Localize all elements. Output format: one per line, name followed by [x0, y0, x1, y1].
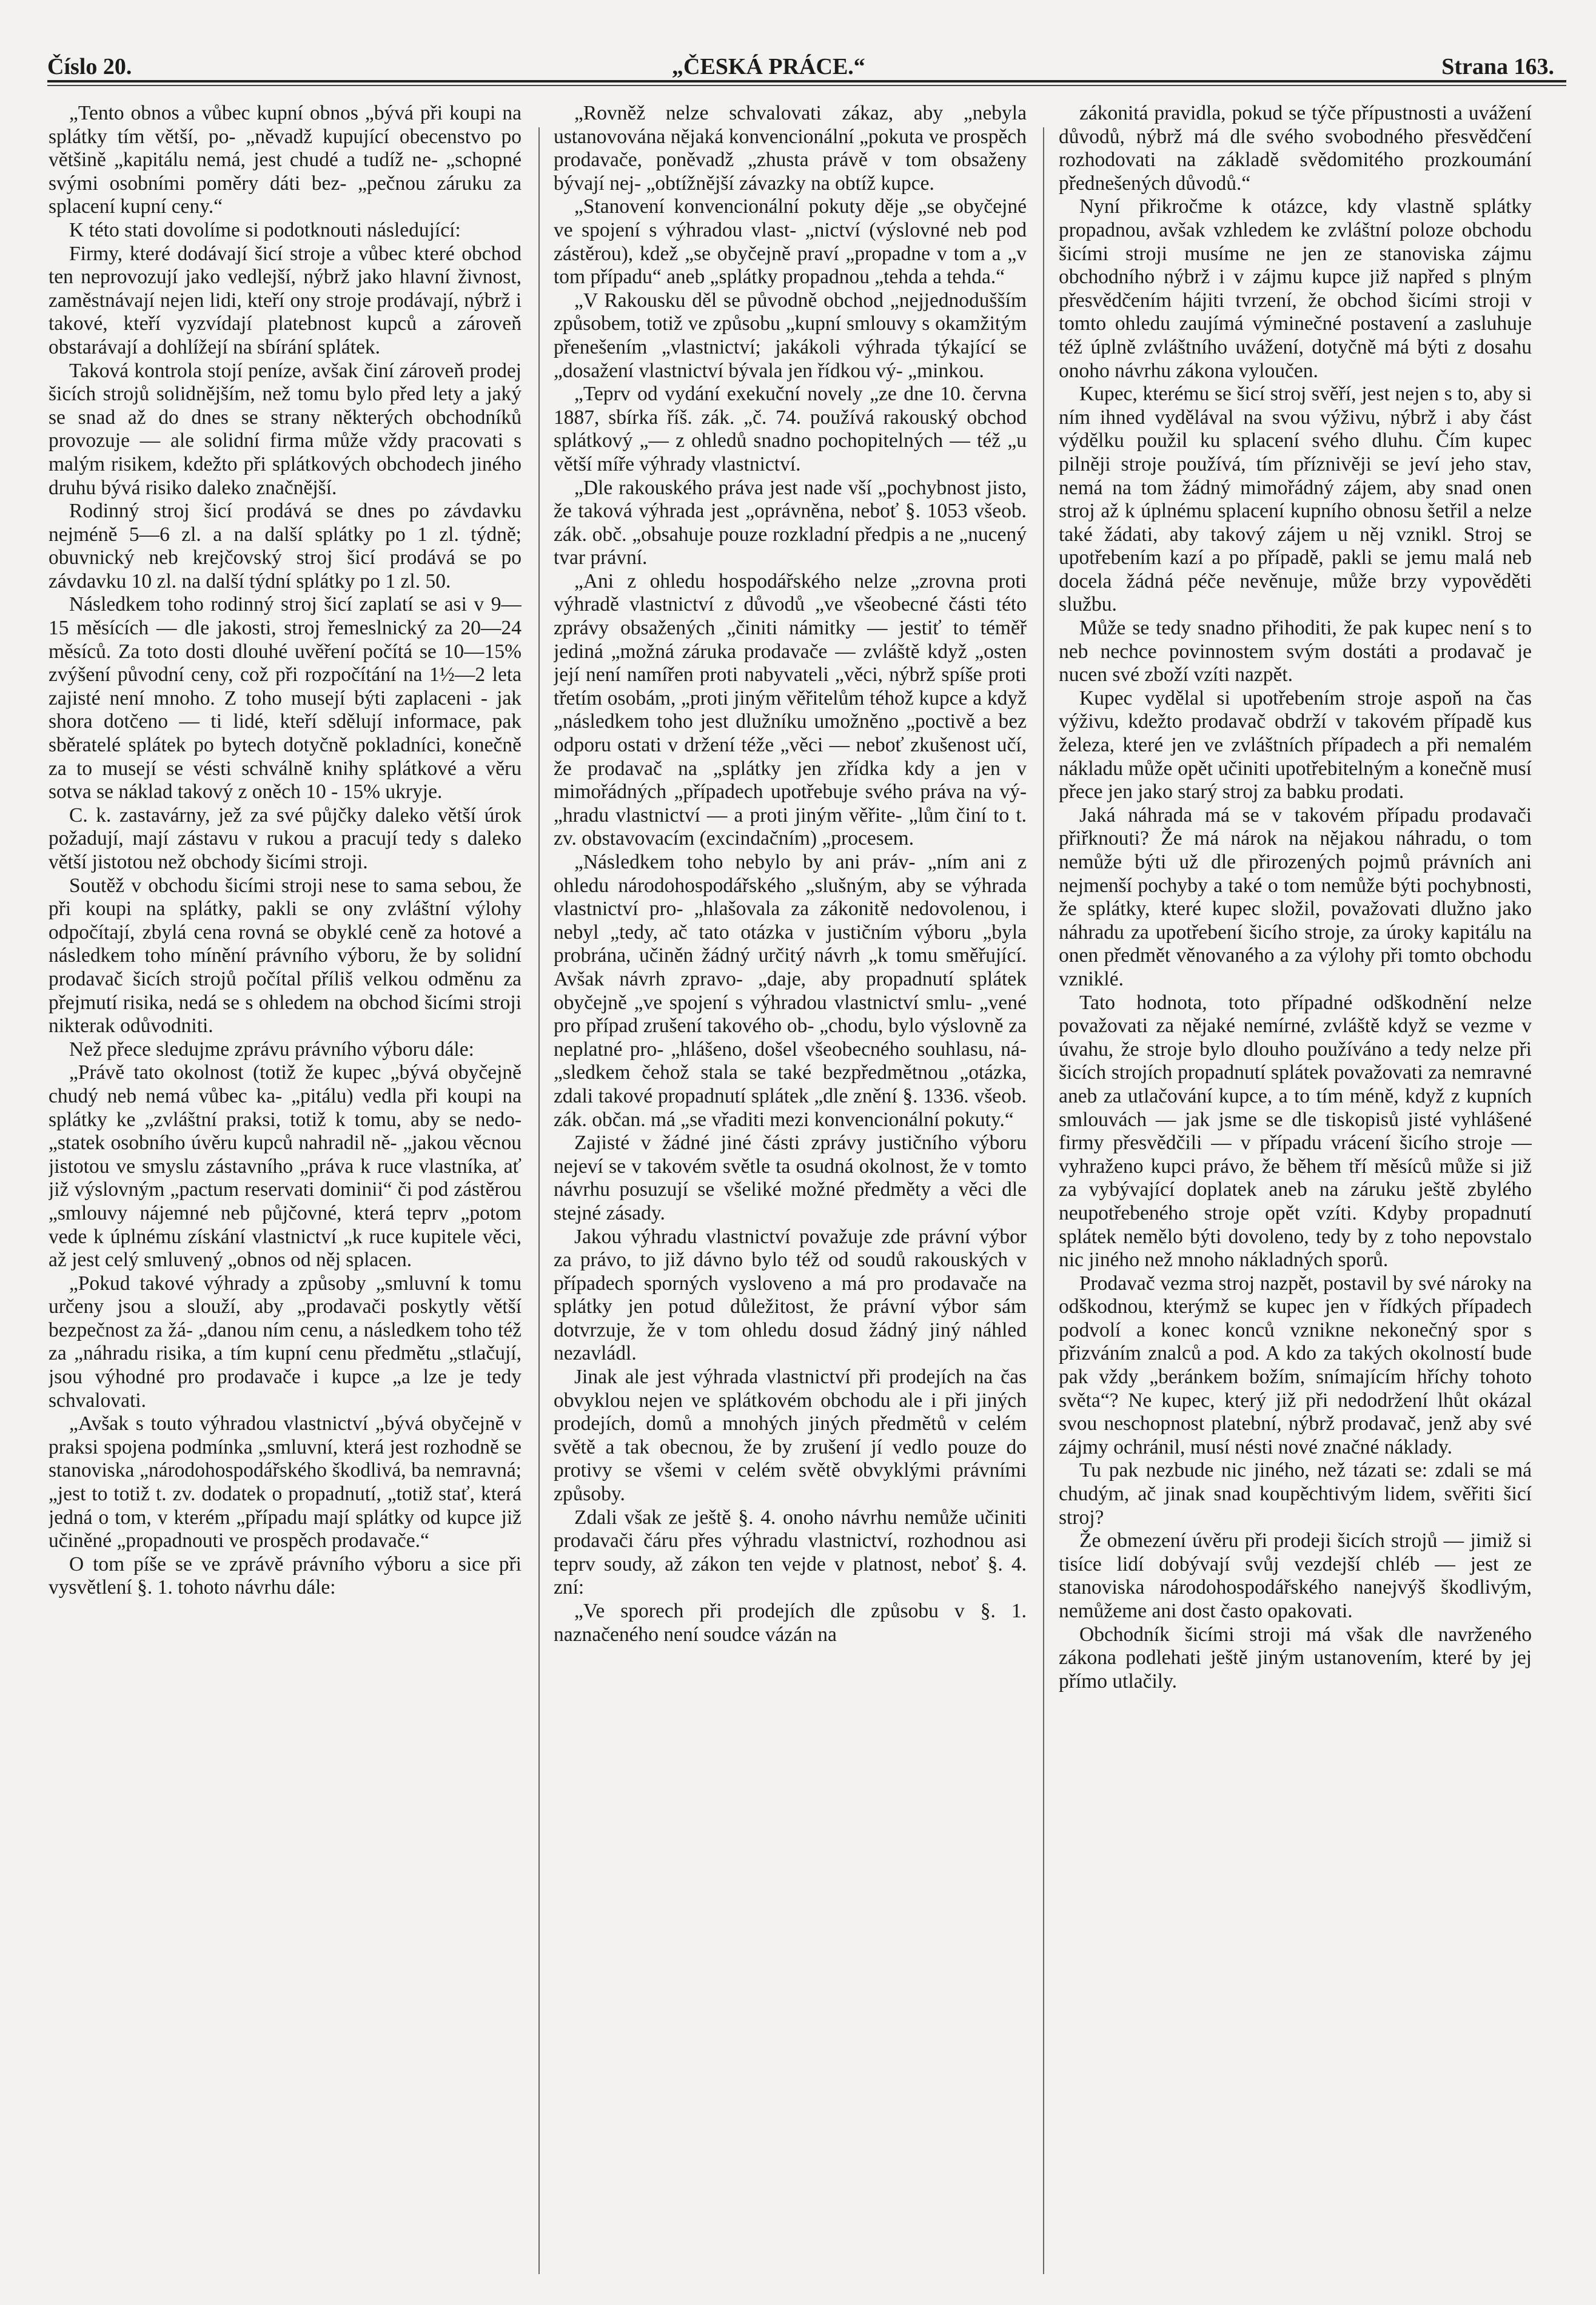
paragraph: Kupec vydělal si upotřebením stroje aspoň na čas výživu, kdežto prodavač obdrží v takovém případě kus železa, které jen ve zvláštních případech a při nemalém nákladu může opět učiniti upotřebitelným a konečně musí přece jen jako starý stroj za babku prodati. [1059, 686, 1532, 804]
paragraph: „Pokud takové výhrady a způsoby „smluvní k tomu určeny jsou a slouží, aby „prodavači poskytly větší bezpečnost za žá- „danou ním cenu, a následkem toho též za „náhradu risika, a tím kupní cenu předmětu „stlačují, jsou výhodné pro prodavače i kupce „a lze je tedy schvalovati. [49, 1272, 521, 1412]
paragraph: Kupec, kterému se šicí stroj svěří, jest nejen s to, aby si ním ihned vydělával na svou výživu, nýbrž i aby část výdělku použil ku splacení svého dluhu. Čím kupec pilněji stroje používá, tím příznivěji se jeví jeho stav, nemá na tom žádný mimořádný zájem, aby snad onen stroj až k úplnému splacení kupního obnosu šetřil a nelze také žádati, aby takový zájem u něj vznikl. Stroj se upotřebením kazí a po případě, pakli se jemu malá neb docela žádná péče nevěnuje, může brzy vypověděti službu. [1059, 383, 1532, 616]
paragraph: K této stati dovolíme si podotknouti následující: [69, 218, 461, 241]
paragraph: Nyní přikročme k otázce, kdy vlastně splátky propadnou, avšak vzhledem ke zvláštní poloze obchodu šicími stroji musíme ne jen ze stanoviska zájmu obchodního nýbrž i v zájmu kupce již napřed s plným přesvědčením hájiti tvrzení, že obchod šicími stroji v tomto ohledu zaujímá výminečné postavení a zasluhuje též úplně zvláštního uvážení, dotyčně má býti z dosahu onoho návrhu zákona vyloučen. [1059, 195, 1532, 382]
paragraph: „Následkem toho nebylo by ani práv- „ním ani z ohledu národohospodářského „slušným, aby se výhrada vlastnictví pro- „hlašovala za zákonitě nedovolenou, i nebyl „tedy, ač tato otázka v justičním výboru „byla probrána, učiněn žádný určitý návrh „k tomu směřující. Avšak návrh zpravo- „daje, aby propadnutí splátek obyčejně „ve spojení s výhradou vlastnictví smlu- „vené pro případ zrušení takového ob- „chodu, bylo výslovně za neplatné pro- „hlášeno, došel všeobecného souhlasu, ná- „sledkem čehož stala se také bezpředmětnou „otázka, zdali takové propadnutí splátek „dle znění §. 1336. všeob. zák. občan. má „se vřaditi mezi konvencionální pokuty.“ [554, 851, 1027, 1131]
paragraph: Může se tedy snadno přihoditi, že pak kupec není s to neb nechce povinnostem svým dostáti a prodavač je nucen své zboží vzíti nazpět. [1059, 617, 1532, 686]
paragraph: Jinak ale jest výhrada vlastnictví při prodejích na čas obvyklou nejen ve splátkovém obchodu ale i při jiných prodejích, domů a mnohých jiných předmětů v celém světě a tak obecnou, že by zrušení jí vedlo pouze do protivy se všemi v celém světě obvyklými právními způsoby. [554, 1366, 1027, 1506]
paragraph: „Avšak s touto výhradou vlastnictví „bývá obyčejně v praksi spojena podmínka „smluvní, která jest rozhodně se stanoviska „národohospodářského škodlivá, ba nemravná; „jest to totiž t. zv. dodatek o propadnutí, „totiž stať, která jedná o tom, v kterém „případu mají splátky od kupce již učiněné „propadnouti ve prospěch prodavače.“ [49, 1412, 521, 1552]
paragraph: „Dle rakouského práva jest nade vší „pochybnost jisto, že taková výhrada jest „oprávněna, neboť §. 1053 všeob. zák. obč. „obsahuje pouze rozkladní předpis a ne „nucený tvar právní. [554, 476, 1027, 569]
page-number: Strana 163. [1441, 54, 1554, 79]
paragraph: Že obmezení úvěru při prodeji šicích strojů — jimiž si tisíce lidí dobývají svůj vezdejší chléb — jest ze stanoviska národohospodářského nanejvýš škodlivým, nemůžeme ani dost často opakovati. [1059, 1529, 1532, 1622]
paragraph: Jaká náhrada má se v takovém případu prodavači přiřknouti? Že má nárok na nějakou náhradu, o tom nemůže býti už dle přirozených pojmů právních ani nejmenší pochyby a také o tom nemůže býti pochybnosti, že splátky, které kupec složil, považovati dlužno jako náhradu za upotřebení šicího stroje, za úroky kapitálu na onen předmět věnovaného a za výlohy při tomto obchodu vzniklé. [1059, 804, 1532, 990]
paragraph: Obchodník šicími stroji má však dle navrženého zákona podlehati ještě jiným ustanovením, které by jej přímo utlačily. [1059, 1623, 1532, 1693]
column-3 [1059, 102, 1532, 2267]
paragraph: Prodavač vezma stroj nazpět, postavil by své nároky na odškodnou, kterýmž se kupec jen v řídkých případech podvolí a konec konců vznikne nekonečný spor s přizváním znalců a pod. A kdo za takých okolností bude pak vždy „beránkem božím, snímajícím hříchy tohoto světa“? Ne kupec, který již při nedodržení lhůt okázal svou neschopnost platební, nýbrž prodavač, jenž aby své zájmy ochránil, musí nésti nové značné náklady. [1059, 1272, 1532, 1458]
paragraph: Tato hodnota, toto případné odškodnění nelze považovati za nějaké nemírné, zvláště když se vezme v úvahu, že stroje bylo dlouho používáno a tedy nelze při šicích strojích propadnutí splátek považovati za nemravné aneb za utlačování kupce, a to tím méně, když z kupních smlouvách — jak jsme se dle tiskopisů jisté vyhlášené firmy přesvědčili — v případu vrácení šicího stroje — vyhraženo kupci právo, že během tří měsíců může si již za vybývající doplatek aneb na záruku ještě zbylého neupotřebeného stroje opět vzíti. Kdyby propadnutí splátek nemělo býti dovoleno, tedy by z toho nepovstalo nic jiného než mnoho nákladných sporů. [1059, 991, 1532, 1272]
paragraph: Taková kontrola stojí peníze, avšak činí zároveň prodej šicích strojů solidnějším, než tomu bylo před lety a jaký se snad až do dnes se strany některých obchodníků provozuje — ale solidní firma může vždy pracovati s malým risikem, kdežto při splátkových obchodech jiného druhu bývá risiko daleko značnější. [49, 359, 521, 499]
paragraph: zákonitá pravidla, pokud se týče přípustnosti a uvážení důvodů, nýbrž má dle svého svobodného přesvědčení rozhodovati na základě svědomitého prozkoumání přednešených důvodů.“ [1059, 102, 1532, 195]
paragraph: Jakou výhradu vlastnictví považuje zde právní výbor za právo, to již dávno bylo též od soudů rakouských v případech sporných vysloveno a má pro prodavače na splátky jen potud důležitost, že právní výbor sám dotvrzuje, že v tom ohledu dosud žádný jiný náhled nezavládl. [554, 1225, 1027, 1365]
newspaper-title: „ČESKÁ PRÁCE.“ [672, 54, 865, 79]
paragraph: „Ve sporech při prodejích dle způsobu v §. 1. naznačeného není soudce vázán na [554, 1600, 1027, 1646]
paragraph: „Rovněž nelze schvalovati zákaz, aby „nebyla ustanovována nějaká konvencionální „pokuta ve prospěch prodavače, poněvadž „zhusta právě v tom obsaženy bývají nej- „obtížnější závazky na obtíž kupce. [554, 102, 1027, 195]
paragraph: Rodinný stroj šicí prodává se dnes po závdavku nejméně 5—6 zl. a na další splátky po 1 zl. týdně; obuvnický neb krejčovský stroj šicí prodává se po závdavku 10 zl. na další týdní splátky po 1 zl. 50. [49, 500, 521, 592]
paragraph: „Ani z ohledu hospodářského nelze „zrovna proti výhradě vlastnictví z důvodů „ve všeobecné části této zprávy obsažených „činiti námitky — jestiť to téměř jediná „možná záruka prodavače — zvláště když „osten její není namířen proti nabyvateli „věci, nýbrž spíše proti třetím osobám, „proti jiným věřitelům téhož kupce a když „následkem toho jest dlužníku umožněno „poctivě a bez odporu ostati v držení téže „věci — neboť zkušenost učí, že prodavač na „splátky jen zřídka kdy a jen v mimořádných „případech upotřebuje svého práva na vý- „hradu vlastnictví — a proti jiným věřite- „lům činí to t. zv. obstavovacím (excindačním) „procesem. [554, 569, 1027, 850]
paragraph: „Tento obnos a vůbec kupní obnos „bývá při koupi na splátky tím větší, po- „něvadž kupující obecenstvo po většině „kapitálu nemá, jest chudé a tudíž ne- „schopné svými osobními poměry dáti bez- „pečnou záruku za splacení kupní ceny.“ [49, 102, 521, 218]
paragraph: Zdali však ze ještě §. 4. onoho návrhu nemůže učiniti prodavači čáru přes výhradu vlastnictví, rozhodnou asi teprv soudy, až zákon ten vejde v platnost, neboť §. 4. zní: [554, 1506, 1027, 1599]
paragraph: Než přece sledujme zprávu právního výboru dále: [69, 1038, 474, 1061]
paragraph: „Teprv od vydání exekuční novely „ze dne 10. června 1887, sbírka říš. zák. „č. 74. používá rakouský obchod splátkový „— z ohledů snadno pochopitelných — též „u větší míře výhrady vlastnictví. [554, 383, 1027, 475]
paragraph: Tu pak nezbude nic jiného, než tázati se: zdali se má chudým, ač jinak snad koupěchtivým lidem, svěřiti šicí stroj? [1059, 1459, 1532, 1529]
header-rule-thin [47, 85, 1566, 86]
column-1 [49, 102, 521, 2267]
column-2 [554, 102, 1027, 2267]
column-divider [538, 127, 540, 2274]
paragraph: Soutěž v obchodu šicími stroji nese to sama sebou, že při koupi na splátky, pakli se ony zvláštní výlohy odpočítají, zbylá cena rovná se obyklé ceně za hotové a následkem toho mínění právního výboru, že by solidní prodavač šicích strojů počítal příliš velkou odměnu za přejmutí risika, nedá se s ohledem na obchod šicími stroji nikterak odůvodniti. [49, 874, 521, 1038]
paragraph: Firmy, které dodávají šicí stroje a vůbec které obchod ten neprovozují jako vedlejší, nýbrž jako hlavní živnost, zaměstnávají nejen lidi, kteří ony stroje prodávají, nýbrž i takové, kteří vyzvídají platebnost kupců a zároveň obstarávají a dohlížejí na sbírání splátek. [49, 242, 521, 358]
paragraph: „Stanovení konvencionální pokuty děje „se obyčejné ve spojení s výhradou vlast- „nictví (výslovné neb pod zástěrou), kdež „se obyčejně praví „propadne v tom a „v tom případu“ aneb „splátky propadnou „tehda a tehda.“ [554, 195, 1027, 289]
paragraph: „Právě tato okolnost (totiž že kupec „bývá obyčejně chudý neb nemá vůbec ka- „pitálu) vedla při koupi na splátky ke „zvláštní praksi, totiž k tomu, aby se nedo- „statek osobního úvěru kupců nahradil ně- „jakou věcnou jistotou ve smyslu zástavního „práva k ruce vlastníka, ať již výslovným „pactum reservati dominii“ či pod zástěrou „smlouvy nájemné neb půjčovné, která teprv „potom vede k úplnému získání vlastnictví „k ruce kupitele věci, až jest celý smluvený „obnos od něj splacen. [49, 1061, 521, 1272]
paragraph: „V Rakousku děl se původně obchod „nejjednodušším způsobem, totiž ve způsobu „kupní smlouvy s okamžitým přenešením „vlastnictví; jakákoli výhrada týkající se „dosažení vlastnictví bývala jen řídkou vý- „minkou. [554, 289, 1027, 382]
paragraph: O tom píše se ve zprávě právního výboru a sice při vysvětlení §. 1. tohoto návrhu dále: [49, 1552, 521, 1599]
paragraph: Následkem toho rodinný stroj šicí zaplatí se asi v 9—15 měsících — dle jakosti, stroj řemeslnický za 20—24 měsíců. Za toto dosti dlouhé uvěření počítá se 10—15% zvýšení původní ceny, což při rozpočítání na 1½—2 leta zajisté není mnoho. Z toho musejí býti zaplaceni - jak shora dotčeno — ti lidé, kteří sdělují informace, pak sběratelé splátek po bytech dotyčně pokladníci, konečně za to musejí se vésti schválně knihy splátkové a věru sotva se náklad takový z oněch 10 - 15% ukryje. [49, 593, 521, 804]
header-rule [47, 80, 1566, 82]
page-header [47, 36, 1566, 85]
issue-number: Číslo 20. [47, 54, 132, 79]
paragraph: Zajisté v žádné jiné části zprávy justičního výboru nejeví se v takovém světle ta osudná okolnost, že v tomto návrhu posuzují se všeliké možné předměty a věci dle stejné zásady. [554, 1132, 1027, 1224]
column-divider [1043, 127, 1044, 2274]
paragraph: C. k. zastavárny, jež za své půjčky daleko větší úrok požadují, mají zástavu v rukou a pracují tedy s daleko větší jistotou než obchody šicími stroji. [49, 804, 521, 873]
